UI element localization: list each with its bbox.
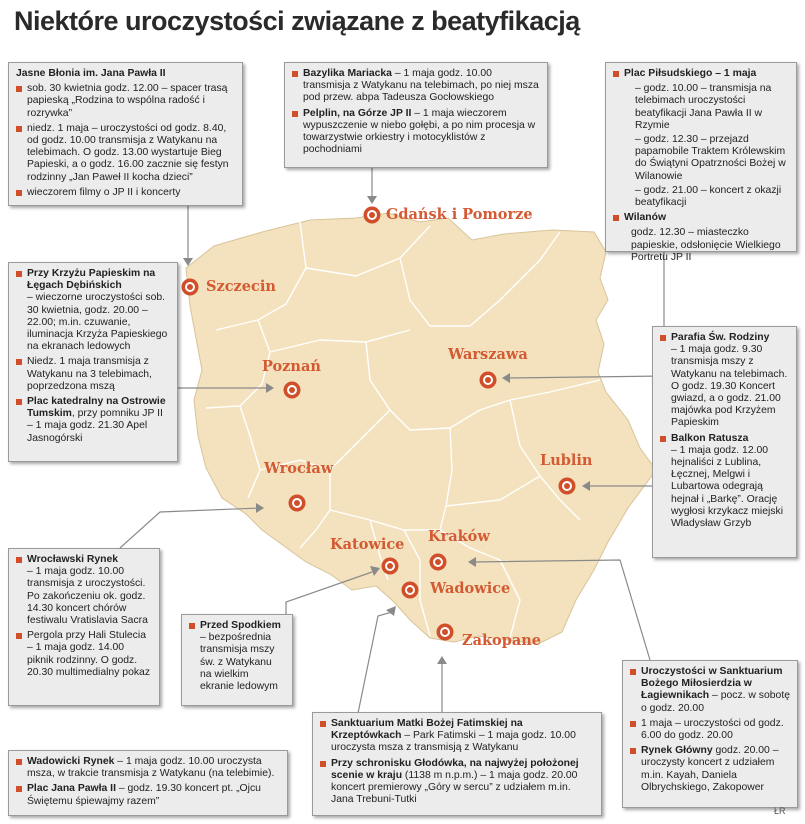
marker-zakopane bbox=[437, 624, 454, 641]
event-place: Wadowicki Rynek bbox=[27, 756, 115, 767]
event-desc: – pocz. w sobotę o godz. 20.00 bbox=[641, 690, 791, 714]
box-bazylika-mariacka bbox=[284, 62, 548, 168]
event-place: Plac Piłsudskiego – 1 maja bbox=[613, 68, 789, 80]
city-label-warszawa: Warszawa bbox=[448, 346, 528, 363]
event-desc: – wieczorne uroczystości sob. 30 kwietnia, godz. 20.00 – 22.00; m.in. czuwanie, iluminacja Krzyża Papieskiego na ekranach ledowych bbox=[27, 292, 168, 353]
event-item bbox=[292, 68, 540, 105]
event-item bbox=[16, 783, 280, 807]
event-place: Wrocławski Rynek bbox=[27, 554, 119, 565]
box-wroclawski-rynek bbox=[8, 548, 160, 706]
event-item: Pergola przy Hali Stulecia – 1 maja godz. 14.00 piknik rodzinny. O godz. 20.30 multimedialny pokaz bbox=[16, 630, 152, 679]
marker-poznan bbox=[284, 382, 301, 399]
box-wadowicki-rynek bbox=[8, 750, 288, 816]
marker-warszawa bbox=[480, 372, 497, 389]
city-label-katowice: Katowice bbox=[330, 536, 405, 553]
marker-lublin bbox=[559, 478, 576, 495]
city-label-krakow: Kraków bbox=[428, 528, 490, 545]
box-szczecin bbox=[8, 262, 178, 462]
event-place: Uroczystości w Sanktuarium Bożego Miłosierdzia w Łagiewnikach bbox=[641, 666, 783, 702]
city-label-wroclaw: Wrocław bbox=[264, 460, 334, 477]
event-item bbox=[292, 108, 540, 157]
event-desc: godz. 20.00 – uroczysty koncert z udziałem m.in. Kayah, Daniela Olbrychskiego, Zakopower bbox=[641, 745, 779, 793]
city-label-zakopane: Zakopane bbox=[462, 632, 541, 649]
city-label-wadowice: Wadowice bbox=[430, 580, 511, 597]
box-jasne-blonia bbox=[8, 62, 243, 206]
event-place: Wilanów bbox=[613, 212, 789, 224]
box-parafia-sw-rodziny bbox=[652, 326, 797, 558]
event-item bbox=[630, 745, 790, 794]
box-heading: Jasne Błonia im. Jana Pawła II bbox=[16, 68, 166, 79]
event-desc: – 1 maja godz. 10.00 uroczysta msza, w trakcie transmisja z Watykanu (na telebimie). bbox=[27, 756, 275, 780]
event-item bbox=[16, 268, 170, 353]
event-item: sob. 30 kwietnia godz. 12.00 – spacer trasą papieską „Rodzina to wspólna radość i rozrywka” bbox=[16, 83, 235, 120]
event-place: Sanktuarium Matki Bożej Fatimskiej na Krzeptówkach bbox=[331, 718, 523, 742]
event-desc: – bezpośrednia transmisja mszy św. z Watykanu na wielkim ekranie ledowym bbox=[200, 632, 278, 693]
event-place: Pelplin, na Górze JP II bbox=[303, 107, 412, 119]
event-desc: – 1 maja godz. 12.00 hejnaliści z Lublina, Łęcznej, Melgwi i Lubartowa odegrają hejnał i „Barkę”. Orację wygłosi krzykacz miejski Władysław Grzyb bbox=[671, 444, 784, 530]
event-item bbox=[320, 758, 594, 807]
event-place: Bazylika Mariacka bbox=[303, 68, 392, 79]
event-place: Przed Spodkiem bbox=[200, 620, 281, 631]
event-desc: – 1 maja godz. 10.00 transmisja z Watykanu na telebimach, po niej msza pod przew. abpa Tadeusza Gocłowskiego bbox=[303, 68, 539, 104]
box-plac-pilsudskiego bbox=[605, 62, 797, 263]
marker-wroclaw bbox=[289, 495, 306, 512]
box-przed-spodkiem bbox=[181, 614, 293, 706]
event-desc: (1138 m n.p.m.) – 1 maja godz. 20.00 koncert premierowy „Góry w sercu” z udziałem m.in. Jana Trebuni-Tutki bbox=[331, 769, 578, 806]
marker-krakow bbox=[430, 554, 447, 571]
event-place: Plac katedralny na Ostrowie Tumskim bbox=[27, 396, 166, 420]
city-label-szczecin: Szczecin bbox=[206, 278, 276, 295]
city-label-lublin: Lublin bbox=[540, 452, 593, 469]
event-sub: – godz. 10.00 – transmisja na telebimach uroczystości beatyfikacji Jana Pawła II w Rzymie bbox=[635, 83, 772, 131]
event-desc: – godz. 19.30 koncert pt. „Ojcu Świętemu śpiewajmy razem” bbox=[27, 783, 261, 807]
box-krzeptowki-glodowka bbox=[312, 712, 602, 816]
city-label-poznan: Poznań bbox=[262, 358, 321, 375]
event-item bbox=[16, 396, 170, 445]
page-title: Niektóre uroczystości związane z beatyfikacją bbox=[14, 6, 580, 36]
event-item: niedz. 1 maja – uroczystości od godz. 8.40, od godz. 10.00 transmisja z Watykanu na telebimach. O godz. 13.00 wystartuje Bieg Papieski, a o godz. 16.00 zacznie się festyn rodzinny „Jan Paweł II kocha dzieci” bbox=[16, 123, 235, 184]
event-item: 1 maja – uroczystości od godz. 6.00 do godz. 20.00 bbox=[630, 718, 790, 742]
event-item bbox=[16, 554, 152, 627]
event-item: Niedz. 1 maja transmisja z Watykanu na 3 telebimach, poprzedzona mszą bbox=[16, 356, 170, 393]
event-item bbox=[320, 718, 594, 755]
event-sub: – godz. 21.00 – koncert z okazji beatyfikacji bbox=[635, 184, 782, 209]
marker-wadowice bbox=[402, 582, 419, 599]
event-item bbox=[16, 756, 280, 780]
event-place: Plac Jana Pawła II bbox=[27, 783, 116, 795]
event-desc: , przy pomniku JP II – 1 maja godz. 21.30 Apel Jasnogórski bbox=[27, 408, 163, 444]
event-item bbox=[660, 332, 789, 430]
box-lagiewniki bbox=[622, 660, 798, 808]
event-place: Balkon Ratusza bbox=[671, 432, 749, 444]
event-item bbox=[660, 433, 789, 531]
event-desc: – 1 maja wieczorem wypuszczenie w niebo gołębi, a po nim procesja w towarzystwie orkiestry i motocyklistów z pochodniami bbox=[303, 107, 536, 156]
marker-katowice bbox=[382, 558, 399, 575]
marker-szczecin bbox=[182, 279, 199, 296]
event-place: Rynek Główny bbox=[641, 745, 713, 757]
event-place: Przy schronisku Głodówka, na najwyżej położonej scenie w kraju bbox=[331, 757, 579, 781]
event-item bbox=[630, 666, 790, 715]
event-item: wieczorem filmy o JP II i koncerty bbox=[16, 187, 235, 199]
marker-gdansk bbox=[364, 207, 381, 224]
event-desc: – 1 maja godz. 10.00 transmisja z uroczystości. Po zakończeniu ok. godz. 14.30 koncert chórów festiwalu Vratislavia Sacra bbox=[27, 566, 148, 627]
event-desc: – Park Fatimski – 1 maja godz. 10.00 uroczysta msza z transmisją z Watykanu bbox=[331, 730, 576, 754]
event-desc: – 1 maja godz. 9.30 transmisja mszy z Watykanu na telebimach. O godz. 19.30 Koncert gwiazd, a o godz. 21.00 majówka pod Krzyżem Papieskim bbox=[671, 344, 788, 429]
event-place: Przy Krzyżu Papieskim na Łęgach Dębińskich bbox=[27, 268, 156, 292]
author-credit: ŁR bbox=[774, 806, 786, 816]
event-item bbox=[189, 620, 285, 693]
event-desc: godz. 12.30 – miasteczko papieskie, odsłonięcie Wielkiego Portretu JP II bbox=[631, 227, 781, 263]
event-place: Parafia Św. Rodziny bbox=[671, 332, 770, 343]
city-label-gdansk: Gdańsk i Pomorze bbox=[386, 206, 533, 223]
event-sub: – godz. 12.30 – przejazd papamobile Traktem Królewskim do Świątyni Opatrzności Bożej w Wilanowie bbox=[635, 134, 786, 182]
